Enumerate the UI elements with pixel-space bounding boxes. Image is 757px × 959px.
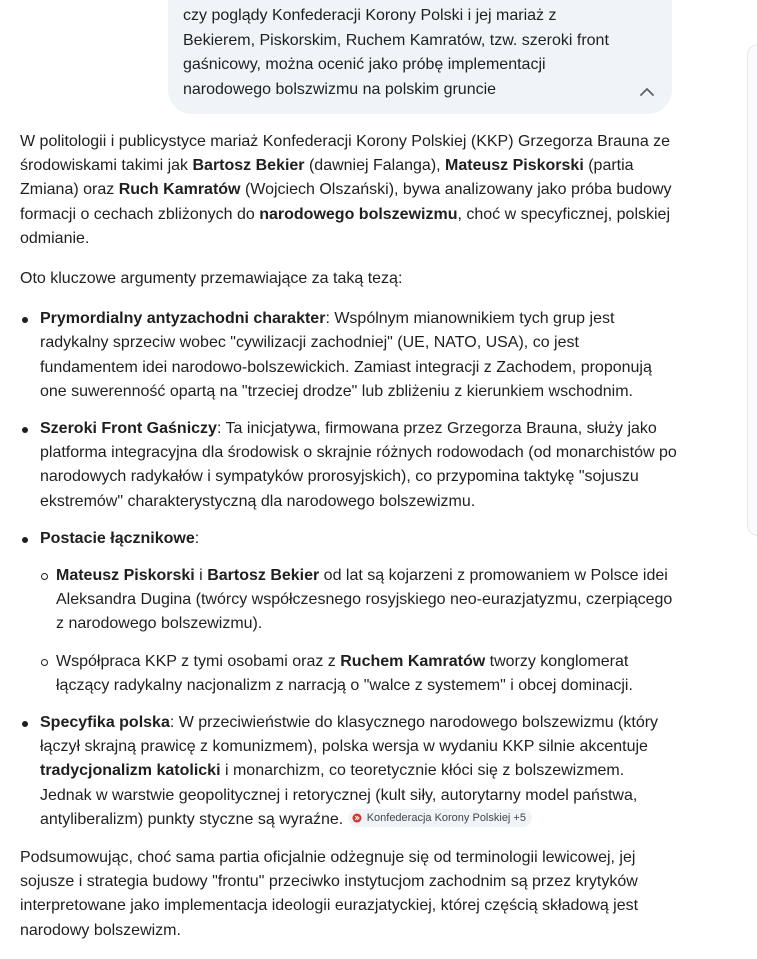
source-logo-icon bbox=[352, 813, 362, 823]
list-item-title: Prymordialny antyzachodni charakter bbox=[40, 310, 326, 328]
list-item: Szeroki Front Gaśniczy: Ta inicjatywa, firmowana przez Grzegorza Brauna, służy jako platforma integracyjna dla środowisk o skrajnie różnych rodowodach (od monarchistów po narodowych radykałów i sympatyków prorosyjskich), co przypomina taktykę "sojuszu ekstremów" charakterystyczną dla narodowego bolszewizmu. bbox=[20, 417, 680, 514]
sub-list-item: Współpraca KKP z tymi osobami oraz z Ruchem Kamratów tworzy konglomerat łączący radykalny nacjonalizm z narracją o "walce z systemem" i obcej dominacji. bbox=[40, 650, 680, 698]
bold-ruch-kamratow: Ruch Kamratów bbox=[118, 181, 241, 199]
bold-piskorski: Mateusz Piskorski bbox=[445, 157, 584, 175]
user-query-bubble bbox=[168, 0, 672, 114]
intro-paragraph: W politologii i publicystyce mariaż Konfederacji Korony Polskiej (KKP) Grzegorza Brauna ze środowiskami takimi jak Bartosz Bekier (dawniej Falanga), Mateusz Piskorski (partia Zmiana) oraz Ruch Kamratów (Wojciech Olszański), bywa analizowany jako próba budowy formacji o cechach zbliżonych do narodowego bolszewizmu, choć w specyficznej, polskiej odmianie. bbox=[20, 133, 672, 247]
list-item: Prymordialny antyzachodni charakter: Wspólnym mianownikiem tych grup jest radykalny sprzeciw wobec "cywilizacji zachodniej" (UE, NATO, USA), co jest fundamentem idei narodowo-bolszewickich. Zamiast integracji z Zachodem, proponują one suwerenność opartą na "trzeciej drodze" lub zbliżeniu z kierunkiem wschodnim. bbox=[20, 307, 680, 404]
model-response bbox=[20, 130, 680, 959]
bold-bekier: Bartosz Bekier bbox=[192, 157, 305, 175]
summary-paragraph: Podsumowując, choć sama partia oficjalnie odżegnuje się od terminologii lewicowej, jej sojusze i strategia budowy "frontu" przeciwko instytucjom zachodnim są przez krytyków interpretowane jako implementacja ideologii eurazjatyckiej, której częścią składową jest narodowy bolszewizm. bbox=[20, 849, 639, 939]
list-item-title: Specyfika polska bbox=[40, 714, 170, 732]
side-panel-edge bbox=[747, 44, 757, 536]
lead-paragraph: Oto kluczowe argumenty przemawiające za taką tezą: bbox=[20, 270, 403, 288]
source-chip[interactable] bbox=[348, 809, 532, 827]
user-query-text: czy poglądy Konfederacji Korony Polski i jej mariaż z Bekierem, Piskorskim, Ruchem Kamratów, tzw. szeroki front gaśnicowy, można ocenić jako próbę implementacji narodowego bolszwizmu na polskim gruncie bbox=[183, 7, 609, 98]
source-chip-label: Konfederacja Korony Polskiej +5 bbox=[366, 811, 526, 824]
list-item: Specyfika polska: W przeciwieństwie do klasycznego narodowego bolszewizmu (który łączył skrajną prawicę z komunizmem), polska wersja w wydaniu KKP silnie akcentuje tradycjonalizm katolicki i monarchizm, co teoretycznie kłóci się z bolszewizmem. Jednak w warstwie geopolitycznej i retorycznej (kult siły, autorytarny model państwa, antyliberalizm) punkty styczne są wyraźne. Konfederacja Korony Polskiej +5 bbox=[20, 711, 680, 832]
list-item-title: Postacie łącznikowe bbox=[40, 529, 195, 547]
list-item: Postacie łącznikowe: Mateusz Piskorski i Bartosz Bekier od lat są kojarzeni z promowaniem w Polsce idei Aleksandra Dugina (twórcy współczesnego rosyjskiego neo-eurazjatyzmu, czerpiącego z narodowego bolszewizmu). Współpraca KKP z tymi osobami oraz z Ruchem Kamratów tworzy konglomerat łączący radykalny nacjonalizm z narracją o "walce z systemem" i obcej dominacji. bbox=[20, 527, 680, 698]
sub-list-item: Mateusz Piskorski i Bartosz Bekier od lat są kojarzeni z promowaniem w Polsce idei Aleksandra Dugina (twórcy współczesnego rosyjskiego neo-eurazjatyzmu, czerpiącego z narodowego bolszewizmu). bbox=[40, 564, 680, 637]
arguments-list bbox=[20, 307, 680, 832]
list-item-title: Szeroki Front Gaśniczy bbox=[40, 420, 217, 438]
sub-list bbox=[40, 564, 680, 698]
chevron-up-icon[interactable] bbox=[638, 82, 656, 100]
bold-narodowy-bolszewizm: narodowego bolszewizmu bbox=[259, 205, 458, 223]
